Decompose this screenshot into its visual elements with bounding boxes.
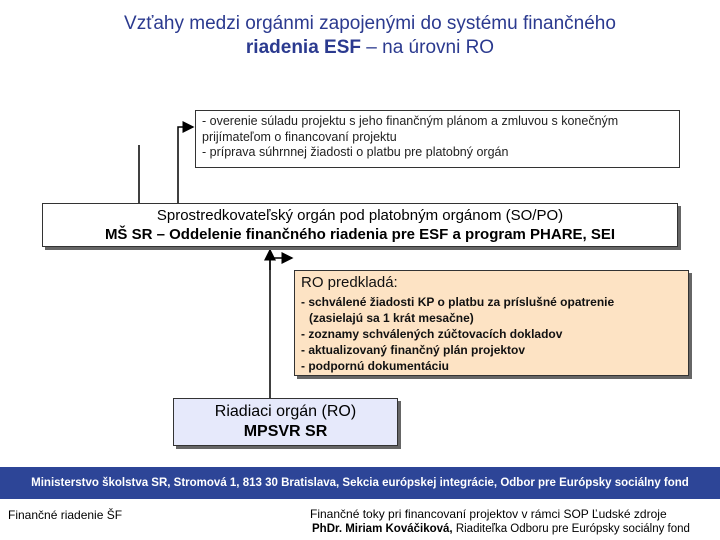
ro-submits-heading: RO predkladá: [301,274,398,291]
footer-author-name: PhDr. Miriam Kováčiková, [312,523,453,535]
managing-authority-line-2: MPSVR SR [243,423,328,440]
footer-right-line-1: Finančné toky pri financovaní projektov v rámci SOP Ľudské zdroje [310,507,667,521]
footer-right-line-2 [312,523,690,535]
ro-submits-item: (zasielajú sa 1 krát mesačne) [309,311,474,325]
arrow-to-ro-submits [270,258,292,270]
verification-line-3: - príprava súhrnnej žiadosti o platbu pre platobný orgán [202,145,509,159]
verification-line-1: - overenie súladu projektu s jeho finančným plánom a zmluvou s konečným [202,114,619,128]
managing-authority-line-1: Riadiaci orgán (RO) [214,403,357,420]
ro-submits-item: - zoznamy schválených zúčtovacích dokladov [301,327,563,341]
intermediate-body-box [42,203,678,247]
footer-left-label: Finančné riadenie ŠF [8,508,123,522]
managing-authority-box [173,398,398,446]
ro-submits-item: - schválené žiadosti KP o platbu za príslušné opatrenie [301,295,615,309]
verification-box [195,110,680,168]
title-line-1: Vzťahy medzi orgánmi zapojenými do systému finančného [124,13,616,34]
ro-submits-box [294,270,689,376]
intermediate-body-line-2: MŠ SR – Oddelenie finančného riadenia pre ESF a program PHARE, SEI [104,226,616,243]
ro-submits-item: - podpornú dokumentáciu [301,359,449,373]
ro-submits-item: - aktualizovaný finančný plán projektov [301,343,526,357]
verification-line-2: prijímateľom o financovaní projektu [202,129,397,144]
footer-banner: Ministerstvo školstva SR, Stromová 1, 813 30 Bratislava, Sekcia európskej integrácie, Odbor pre Európsky sociálny fond [0,467,720,499]
footer-author-role: Riaditeľka Odboru pre Európsky sociálny fond [452,523,690,535]
arrow-to-top-box [178,127,193,203]
title-line-2-bold: riadenia ESF [245,37,362,58]
intermediate-body-line-1: Sprostredkovateľský orgán pod platobným orgánom (SO/PO) [156,207,564,224]
title-line-2-rest: – na úrovni RO [361,37,495,58]
